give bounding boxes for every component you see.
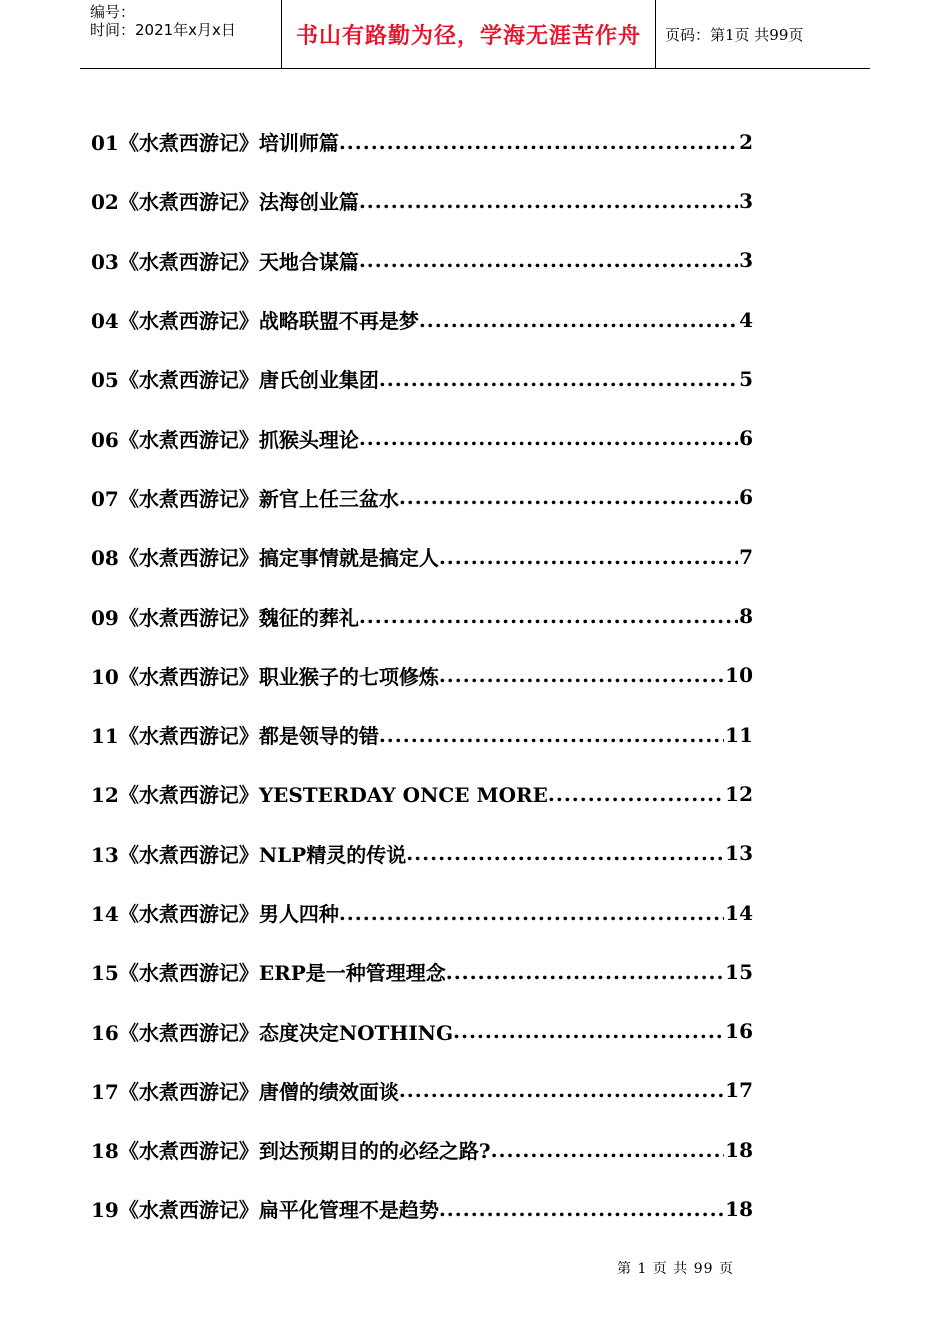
header-meta xyxy=(80,0,282,68)
toc-leader-dots xyxy=(339,902,724,924)
toc-item-title: 16《水煮西游记》态度决定NOTHING xyxy=(91,1020,454,1045)
toc-item[interactable] xyxy=(91,1001,753,1060)
toc-item[interactable] xyxy=(91,883,753,942)
toc-item-title: 09《水煮西游记》魏征的葬礼 xyxy=(91,605,359,630)
toc-item-title: 11《水煮西游记》都是领导的错 xyxy=(91,724,379,749)
toc-leader-dots xyxy=(439,546,738,568)
toc-item[interactable] xyxy=(91,408,753,467)
toc-item-title: 02《水煮西游记》法海创业篇 xyxy=(91,190,359,215)
toc-item-page: 6 xyxy=(739,485,753,510)
toc-item-page: 14 xyxy=(725,900,753,925)
toc-item-title: 12《水煮西游记》YESTERDAY ONCE MORE xyxy=(91,783,548,808)
toc-item[interactable] xyxy=(91,586,753,645)
toc-leader-dots xyxy=(548,783,724,805)
toc-item[interactable] xyxy=(91,290,753,349)
toc-item[interactable] xyxy=(91,231,753,290)
toc-item-page: 6 xyxy=(739,426,753,451)
toc-item-title: 08《水煮西游记》搞定事情就是搞定人 xyxy=(91,546,439,571)
toc-item[interactable] xyxy=(91,764,753,823)
toc-item-page: 2 xyxy=(739,129,753,154)
toc-item-title: 13《水煮西游记》NLP精灵的传说 xyxy=(91,842,407,867)
toc-item[interactable] xyxy=(91,824,753,883)
toc-item-page: 17 xyxy=(725,1078,753,1103)
toc-item[interactable] xyxy=(91,705,753,764)
toc-item-title: 10《水煮西游记》职业猴子的七项修炼 xyxy=(91,664,439,689)
toc-item-title: 05《水煮西游记》唐氏创业集团 xyxy=(91,368,379,393)
toc-leader-dots xyxy=(446,961,724,983)
toc-leader-dots xyxy=(379,368,738,390)
toc-item-title: 19《水煮西游记》扁平化管理不是趋势 xyxy=(91,1198,439,1223)
toc-item-page: 8 xyxy=(739,604,753,629)
toc-leader-dots xyxy=(406,842,724,864)
toc-item[interactable] xyxy=(91,942,753,1001)
toc-item[interactable] xyxy=(91,527,753,586)
page-footer xyxy=(0,1258,950,1278)
toc-item-title: 18《水煮西游记》到达预期目的的必经之路? xyxy=(91,1139,491,1164)
toc-item[interactable] xyxy=(91,646,753,705)
toc-item[interactable] xyxy=(91,468,753,527)
toc-item-page: 3 xyxy=(739,188,753,213)
toc-leader-dots xyxy=(379,724,724,746)
page-header xyxy=(80,0,870,69)
toc-item-page: 13 xyxy=(725,841,753,866)
toc-leader-dots xyxy=(359,427,738,449)
toc-item-page: 11 xyxy=(725,722,753,747)
toc-leader-dots xyxy=(453,1020,724,1042)
toc-item[interactable] xyxy=(91,349,753,408)
toc-item-page: 7 xyxy=(739,544,753,569)
toc-item[interactable] xyxy=(91,112,753,171)
toc-leader-dots xyxy=(399,1079,724,1101)
toc-leader-dots xyxy=(439,664,724,686)
toc-item-page: 18 xyxy=(725,1137,753,1162)
header-motto: 书山有路勤为径，学海无涯苦作舟 xyxy=(282,0,656,68)
toc-item-title: 17《水煮西游记》唐僧的绩效面谈 xyxy=(91,1079,399,1104)
footer-page-number: 第 1 页 共 99 页 xyxy=(617,1261,734,1277)
time-label: 时间：2021年x月x日 xyxy=(90,21,236,39)
toc-item-title: 01《水煮西游记》培训师篇 xyxy=(91,131,339,156)
toc-item[interactable] xyxy=(91,1061,753,1120)
toc-item-page: 3 xyxy=(739,248,753,273)
toc-item-page: 16 xyxy=(725,1019,753,1044)
toc-leader-dots xyxy=(359,605,738,627)
toc-item-title: 04《水煮西游记》战略联盟不再是梦 xyxy=(91,309,419,334)
toc-item-page: 12 xyxy=(725,781,753,806)
toc-item-page: 15 xyxy=(725,959,753,984)
toc-item-title: 15《水煮西游记》ERP是一种管理理念 xyxy=(91,961,446,986)
header-page-info: 页码：第1页 共99页 xyxy=(665,25,804,44)
toc-item-title: 07《水煮西游记》新官上任三盆水 xyxy=(91,486,399,511)
toc-leader-dots xyxy=(399,486,738,508)
toc-item-page: 18 xyxy=(725,1196,753,1221)
toc-leader-dots xyxy=(439,1198,724,1220)
toc-leader-dots xyxy=(359,249,738,271)
toc-item-title: 06《水煮西游记》抓猴头理论 xyxy=(91,427,359,452)
toc-item-title: 03《水煮西游记》天地合谋篇 xyxy=(91,249,359,274)
toc-item-page: 10 xyxy=(725,663,753,688)
toc-leader-dots xyxy=(419,309,738,331)
toc-leader-dots xyxy=(339,131,738,153)
serial-label: 编号： xyxy=(90,3,136,21)
toc-leader-dots xyxy=(359,190,738,212)
toc-item[interactable] xyxy=(91,1120,753,1179)
toc-item-title: 14《水煮西游记》男人四种 xyxy=(91,902,339,926)
toc-item[interactable] xyxy=(91,171,753,230)
toc-leader-dots xyxy=(491,1139,725,1161)
toc-item-page: 5 xyxy=(739,366,753,391)
toc-item[interactable] xyxy=(91,1179,753,1238)
toc-item-page: 4 xyxy=(739,307,753,332)
table-of-contents xyxy=(91,112,753,1239)
